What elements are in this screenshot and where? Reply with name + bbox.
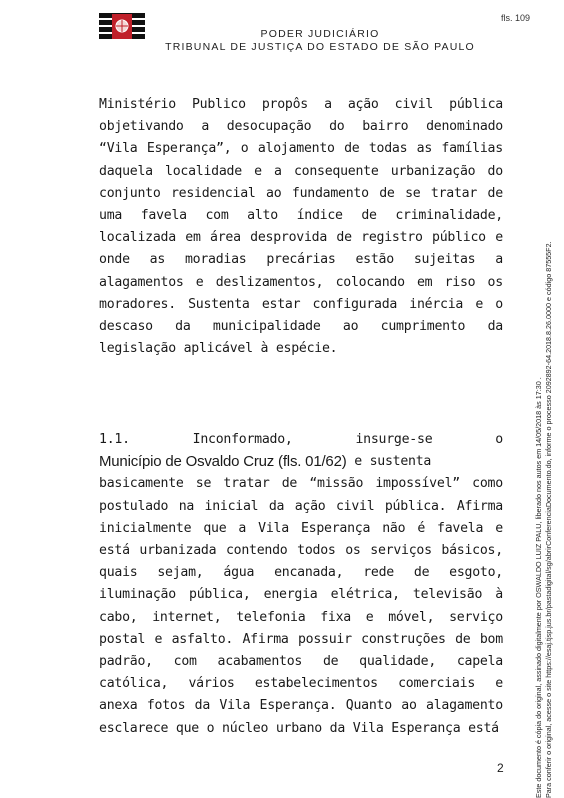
signature-line-2: Para conferir o original, acesse o site https://esaj.tjsp.jus.br/pastadigital/sg/abrirConferenciaDocumento.do, informe o processo 2092892-64.2018.8.26.0000 e código 87555F2. — [543, 241, 553, 798]
text-line: basicamente se tratar de “missão impossível” como — [99, 476, 503, 492]
digital-signature-note — [534, 98, 553, 798]
text-line: anexa fotos da Vila Esperança. Quanto ao alagamento — [99, 698, 503, 714]
text-line: localizada em área desprovida de registro público e — [99, 230, 503, 246]
header-line-1: PODER JUDICIÁRIO — [260, 28, 380, 40]
text-line: postal e asfalto. Afirma possuir construções de bom — [99, 631, 503, 647]
signature-line-1: Este documento é cópia do original, assinado digitalmente por OSWALDO LUIZ PALU, liberado nos autos em 14/05/2018 às 17:30 . — [534, 377, 543, 798]
folio-number: fls. 109 — [501, 13, 531, 23]
text-line: legislação aplicável à espécie. — [99, 341, 338, 357]
text-line: postulado na inicial da ação civil pública. Afirma — [99, 498, 503, 514]
text-line: cabo, internet, telefonia fixa e móvel, serviço — [99, 609, 503, 625]
page-number: 2 — [497, 761, 504, 775]
header-line-2: TRIBUNAL DE JUSTIÇA DO ESTADO DE SÃO PAULO — [165, 41, 475, 53]
text-line: católica, vários estabelecimentos comerciais e — [99, 676, 503, 692]
text-line: está urbanizada contendo todos os serviços básicos, — [99, 543, 503, 559]
text-line: onde as moradias precárias estão sujeitas a — [99, 252, 503, 268]
text-line: esclarece que o núcleo urbano da Vila Esperança está — [99, 720, 499, 736]
text-line: quais sejam, água encanada, rede de esgoto, — [99, 565, 503, 581]
text-line: uma favela com alto índice de criminalidade, — [99, 208, 503, 224]
text-line: Município de Osvaldo Cruz (fls. 01/62) e sustenta — [99, 451, 503, 473]
tribunal-logo — [97, 11, 147, 43]
party-name: Município de Osvaldo Cruz (fls. 01/62) — [99, 453, 347, 471]
text-line: descaso da municipalidade ao cumprimento da — [99, 319, 503, 335]
court-header — [150, 28, 490, 54]
text-line: iluminação pública, energia elétrica, televisão à — [99, 587, 503, 603]
text-line: daquela localidade e a consequente urbanização do — [99, 163, 503, 179]
text-line: moradores. Sustenta estar configurada inércia e o — [99, 296, 503, 312]
paragraph-1 — [99, 94, 503, 360]
text-line: padrão, com acabamentos de qualidade, capela — [99, 654, 503, 670]
text-line: inicialmente que a Vila Esperança não é favela e — [99, 520, 503, 536]
text-line: alagamentos e deslizamentos, colocando em riso os — [99, 274, 503, 290]
paragraph-2 — [99, 429, 503, 740]
text-line: conjunto residencial ao fundamento de se tratar de — [99, 185, 503, 201]
section-heading-line: 1.1. Inconformado, insurge-se o — [99, 432, 503, 447]
text-line: “Vila Esperança”, o alojamento de todas as famílias — [99, 141, 503, 157]
text-line: Ministério Publico propôs a ação civil pública — [99, 97, 503, 112]
text-line: objetivando a desocupação do bairro denominado — [99, 119, 503, 135]
